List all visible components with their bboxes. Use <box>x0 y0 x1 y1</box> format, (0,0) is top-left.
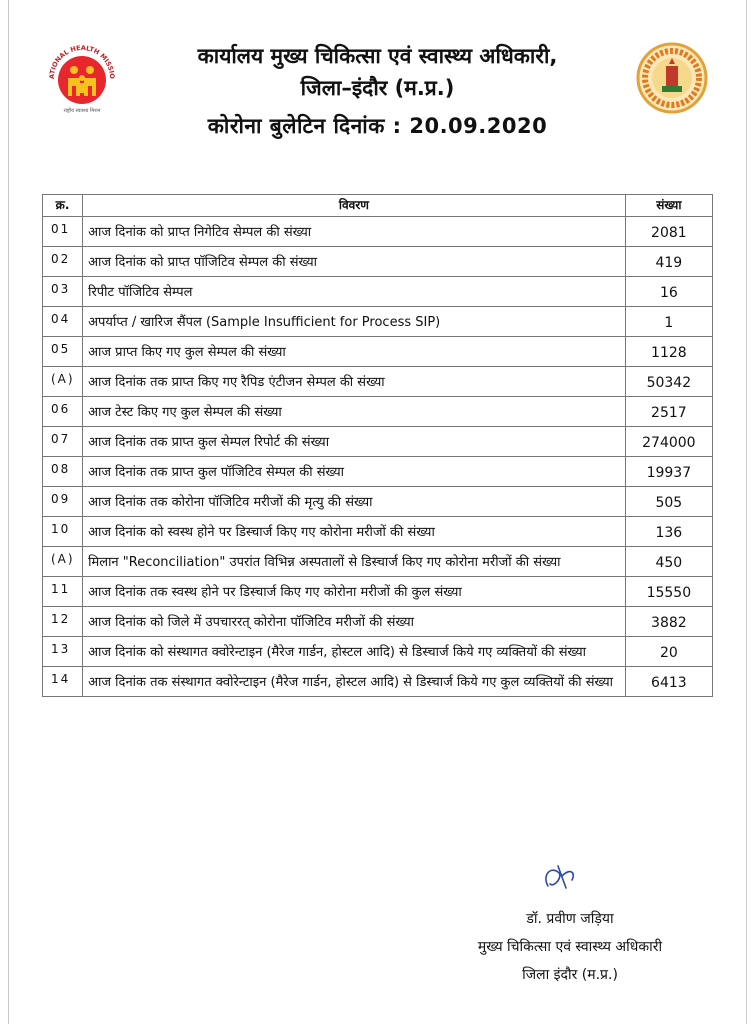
row-description: आज दिनांक तक प्राप्त किए गए रैपिड एंटीजन सेम्पल की संख्या <box>83 367 626 397</box>
office-title: कार्यालय मुख्य चिकित्सा एवं स्वास्थ्य अधिकारी, <box>197 44 558 68</box>
row-sn: (A) <box>43 367 83 397</box>
row-description: अपर्याप्त / खारिज सैंपल (Sample Insufficient for Process SIP) <box>83 307 626 337</box>
row-description: आज दिनांक को संस्थागत क्वोरेन्टाइन (मैरेज गार्डन, होस्टल आदि) से डिस्चार्ज किये गए व्यक्तियों की संख्या <box>83 637 626 667</box>
page-border-right <box>746 0 747 1024</box>
row-description: आज प्राप्त किए गए कुल सेम्पल की संख्या <box>83 337 626 367</box>
table-header-row <box>43 195 713 217</box>
row-sn: 01 <box>43 217 83 247</box>
table-row <box>43 367 713 397</box>
row-sn: 08 <box>43 457 83 487</box>
row-description: आज दिनांक को स्वस्थ होने पर डिस्चार्ज किए गए कोरोना मरीजों की संख्या <box>83 517 626 547</box>
signatory-location: जिला इंदौर (म.प्र.) <box>522 967 618 983</box>
row-count: 505 <box>625 487 712 517</box>
row-description: आज दिनांक तक कोरोना पॉजिटिव मरीजों की मृत्यु की संख्या <box>83 487 626 517</box>
row-sn: 07 <box>43 427 83 457</box>
row-description: आज दिनांक को प्राप्त निगेटिव सेम्पल की संख्या <box>83 217 626 247</box>
row-count: 1128 <box>625 337 712 367</box>
row-description: आज दिनांक तक प्राप्त कुल पॉजिटिव सेम्पल की संख्या <box>83 457 626 487</box>
table-row <box>43 577 713 607</box>
row-description: मिलान "Reconciliation" उपरांत विभिन्न अस्पतालों से डिस्चार्ज किए गए कोरोना मरीजों की संख्या <box>83 547 626 577</box>
table-row <box>43 277 713 307</box>
row-description: आज टेस्ट किए गए कुल सेम्पल की संख्या <box>83 397 626 427</box>
row-sn: 06 <box>43 397 83 427</box>
row-description: आज दिनांक को जिले में उपचाररत् कोरोना पॉजिटिव मरीजों की संख्या <box>83 607 626 637</box>
row-description: आज दिनांक तक स्वस्थ होने पर डिस्चार्ज किए गए कोरोना मरीजों की कुल संख्या <box>83 577 626 607</box>
signatory-name: डॉ. प्रवीण जड़िया <box>526 911 614 927</box>
svg-text:NATIONAL HEALTH MISSION: ATIONAL HEALTH MISSIO <box>47 43 117 80</box>
row-count: 419 <box>625 247 712 277</box>
row-count: 136 <box>625 517 712 547</box>
row-sn: 13 <box>43 637 83 667</box>
table-row <box>43 637 713 667</box>
table-row <box>43 607 713 637</box>
column-header-sn: क्र. <box>43 195 83 217</box>
row-description: रिपीट पॉजिटिव सेम्पल <box>83 277 626 307</box>
madhya-pradesh-emblem-icon <box>632 38 712 118</box>
table-row <box>43 397 713 427</box>
row-count: 3882 <box>625 607 712 637</box>
document-header <box>120 40 635 142</box>
table-row <box>43 457 713 487</box>
table-row <box>43 517 713 547</box>
row-sn: 02 <box>43 247 83 277</box>
row-count: 50342 <box>625 367 712 397</box>
row-sn: 09 <box>43 487 83 517</box>
row-description: आज दिनांक तक प्राप्त कुल सेम्पल रिपोर्ट की संख्या <box>83 427 626 457</box>
row-sn: 11 <box>43 577 83 607</box>
signature-block <box>420 905 720 989</box>
row-count: 15550 <box>625 577 712 607</box>
row-count: 2517 <box>625 397 712 427</box>
bulletin-date-title: कोरोना बुलेटिन दिनांक : 20.09.2020 <box>207 114 548 138</box>
page-border-left <box>8 0 9 1024</box>
row-sn: 05 <box>43 337 83 367</box>
district-title: जिला–इंदौर (म.प्र.) <box>300 76 455 100</box>
bulletin-table <box>42 194 713 697</box>
row-count: 16 <box>625 277 712 307</box>
row-description: आज दिनांक तक संस्थागत क्वोरेन्टाइन (मैरेज गार्डन, होस्टल आदि) से डिस्चार्ज किये गए कुल व्यक्तियों की संख्या <box>83 667 626 697</box>
table-row <box>43 547 713 577</box>
row-count: 1 <box>625 307 712 337</box>
row-sn: (A) <box>43 547 83 577</box>
row-count: 274000 <box>625 427 712 457</box>
row-sn: 12 <box>43 607 83 637</box>
table-row <box>43 307 713 337</box>
signatory-designation: मुख्य चिकित्सा एवं स्वास्थ्य अधिकारी <box>477 939 663 955</box>
row-sn: 04 <box>43 307 83 337</box>
row-count: 20 <box>625 637 712 667</box>
column-header-count: संख्या <box>625 195 712 217</box>
table-row <box>43 217 713 247</box>
row-sn: 14 <box>43 667 83 697</box>
row-count: 19937 <box>625 457 712 487</box>
handwritten-signature-icon <box>540 858 580 898</box>
row-count: 2081 <box>625 217 712 247</box>
table-row <box>43 487 713 517</box>
table-row <box>43 667 713 697</box>
national-health-mission-logo-icon <box>42 38 122 118</box>
row-count: 450 <box>625 547 712 577</box>
table-row <box>43 337 713 367</box>
row-sn: 10 <box>43 517 83 547</box>
svg-text:राष्ट्रीय स्वास्थ्य मिशन: राष्ट्रीय स्वास्थ्य मिशन <box>63 108 101 114</box>
table-row <box>43 427 713 457</box>
row-description: आज दिनांक को प्राप्त पॉजिटिव सेम्पल की संख्या <box>83 247 626 277</box>
table-row <box>43 247 713 277</box>
column-header-description: विवरण <box>83 195 626 217</box>
row-sn: 03 <box>43 277 83 307</box>
row-count: 6413 <box>625 667 712 697</box>
